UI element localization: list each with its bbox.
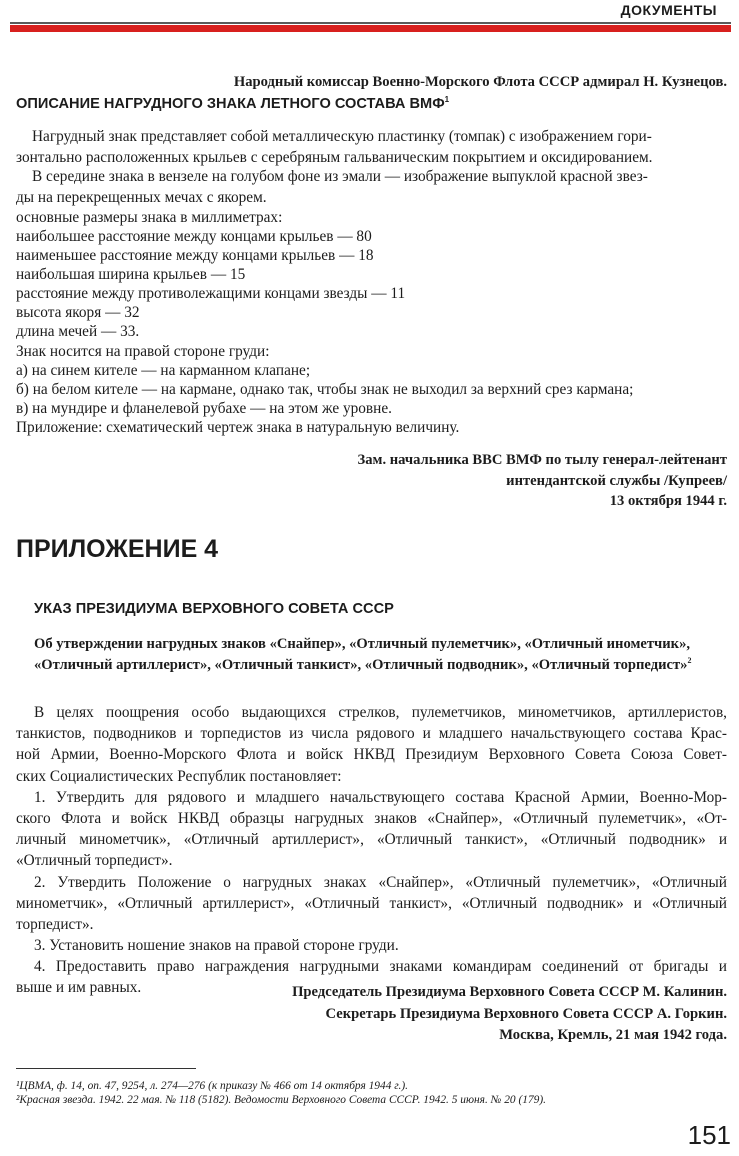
footnote: ²Красная звезда. 1942. 22 мая. № 118 (5182). Ведомости Верховного Совета СССР. 1942. 5 июня. № 20 (179). [16, 1094, 546, 1106]
doc1-line: В середине знака в вензеле на голубом фоне из эмали — изображение выпуклой красной звез- [32, 168, 648, 185]
page-number: 151 [687, 1120, 731, 1150]
header-rule [10, 22, 731, 24]
doc1-line: ды на перекрещенных мечах с якорем. [16, 189, 267, 206]
doc1-line: Знак носится на правой стороне груди: [16, 343, 270, 360]
decree-line: «Отличный торпедист». [16, 852, 173, 870]
signature-line: Секретарь Президиума Верховного Совета СССР А. Горкин. [325, 1006, 727, 1022]
signature-line: Москва, Кремль, 21 мая 1942 года. [499, 1027, 727, 1043]
doc1-line: длина мечей — 33. [16, 323, 140, 340]
subtitle-line-text: «Отличный артиллерист», «Отличный танкист», «Отличный подводник», «Отличный торпедист» [34, 657, 688, 673]
doc1-line: высота якоря — 32 [16, 304, 140, 321]
doc1-line: б) на белом кителе — на кармане, однако так, чтобы знак не выходил за верхний срез кармана; [16, 381, 634, 398]
decree-line: ских Социалистических Республик постановляет: [16, 767, 342, 785]
decree-line: торпедист». [16, 915, 94, 933]
doc1-signature [358, 452, 727, 513]
footnotes [16, 1080, 546, 1108]
decree-line: танкистов, подводников и торпедистов из числа рядового и младшего начальствующего состава Крас- [16, 725, 727, 743]
doc1-line: Нагрудный знак представляет собой металлическую пластинку (томпак) с изображением гори- [32, 128, 652, 145]
decree-line: минометчик», «Отличный артиллерист», «Отличный танкист», «Отличный подводник» и «Отличный [16, 894, 727, 912]
doc1-line: наименьшее расстояние между концами крыльев — 18 [16, 247, 374, 264]
signature-line: Председатель Президиума Верховного Совета СССР М. Калинин. [292, 984, 727, 1000]
footnote-ref-2: 2 [687, 656, 692, 666]
signature-line: интендантской службы /Купреев/ [506, 473, 727, 489]
decree-title: УКАЗ ПРЕЗИДИУМА ВЕРХОВНОГО СОВЕТА СССР [34, 601, 394, 617]
decree-signature [292, 984, 727, 1048]
signature-line: Зам. начальника ВВС ВМФ по тылу генерал-лейтенант [357, 452, 727, 468]
section-title: ДОКУМЕНТЫ [620, 2, 717, 18]
decree-subtitle [34, 636, 691, 678]
footnote-divider [16, 1068, 196, 1069]
doc1-title-text: ОПИСАНИЕ НАГРУДНОГО ЗНАКА ЛЕТНОГО СОСТАВА ВМФ [16, 96, 445, 112]
doc1-line: в) на мундире и фланелевой рубахе — на этом же уровне. [16, 400, 392, 417]
header-red-stripe [10, 25, 731, 32]
footnote-ref-1: 1 [444, 95, 450, 105]
signature-line: 13 октября 1944 г. [609, 493, 727, 509]
decree-line: ского Флота и войск НКВД образцы нагрудных знаков «Снайпер», «Отличный пулеметчик», «От- [16, 809, 727, 827]
decree-body [16, 704, 727, 1001]
subtitle-line: Об утверждении нагрудных знаков «Снайпер», «Отличный пулеметчик», «Отличный иномeтчик», [34, 636, 691, 652]
decree-line: 3. Установить ношение знаков на правой стороне груди. [34, 937, 399, 955]
doc1-line: основные размеры знака в миллиметрах: [16, 209, 283, 226]
decree-line: 1. Утвердить для рядового и младшего начальствующего состава Красной Армии, Военно-Мор- [34, 788, 727, 806]
appendix-heading: ПРИЛОЖЕНИЕ 4 [16, 535, 219, 563]
doc1-author: Народный комиссар Военно-Морского Флота СССР адмирал Н. Кузнецов. [233, 74, 727, 90]
doc1-line: зонтально расположенных крыльев с серебряным гальваническим покрытием и оксидированием. [16, 149, 653, 166]
doc1-line: наибольшая ширина крыльев — 15 [16, 266, 246, 283]
page-header [10, 0, 731, 34]
doc1-line: Приложение: схематический чертеж знака в натуральную величину. [16, 419, 460, 436]
decree-line: 2. Утвердить Положение о нагрудных знаках «Снайпер», «Отличный пулеметчик», «Отличный [34, 873, 727, 891]
subtitle-line [34, 657, 691, 678]
decree-line: выше и им равных. [16, 979, 142, 997]
decree-line: личный минометчик», «Отличный артиллерист», «Отличный танкист», «Отличный подводник» и [16, 831, 727, 849]
doc1-line: расстояние между противолежащими концами звезды — 11 [16, 285, 406, 302]
doc1-line: наибольшее расстояние между концами крыльев — 80 [16, 228, 372, 245]
decree-line: В целях поощрения особо выдающихся стрелков, пулеметчиков, минометчиков, артиллеристов, [34, 704, 727, 721]
decree-line: 4. Предоставить право награждения нагрудными знаками командирам соединений от бригады и [34, 958, 727, 976]
doc1-title [16, 96, 449, 112]
doc1-line: а) на синем кителе — на карманном клапане; [16, 362, 311, 379]
decree-line: ной Армии, Военно-Морского Флота и войск НКВД Президиум Верховного Совета Союза Совет- [16, 746, 727, 764]
footnote: ¹ЦВМА, ф. 14, оп. 47, 9254, л. 274—276 (к приказу № 466 от 14 октября 1944 г.). [16, 1080, 409, 1092]
